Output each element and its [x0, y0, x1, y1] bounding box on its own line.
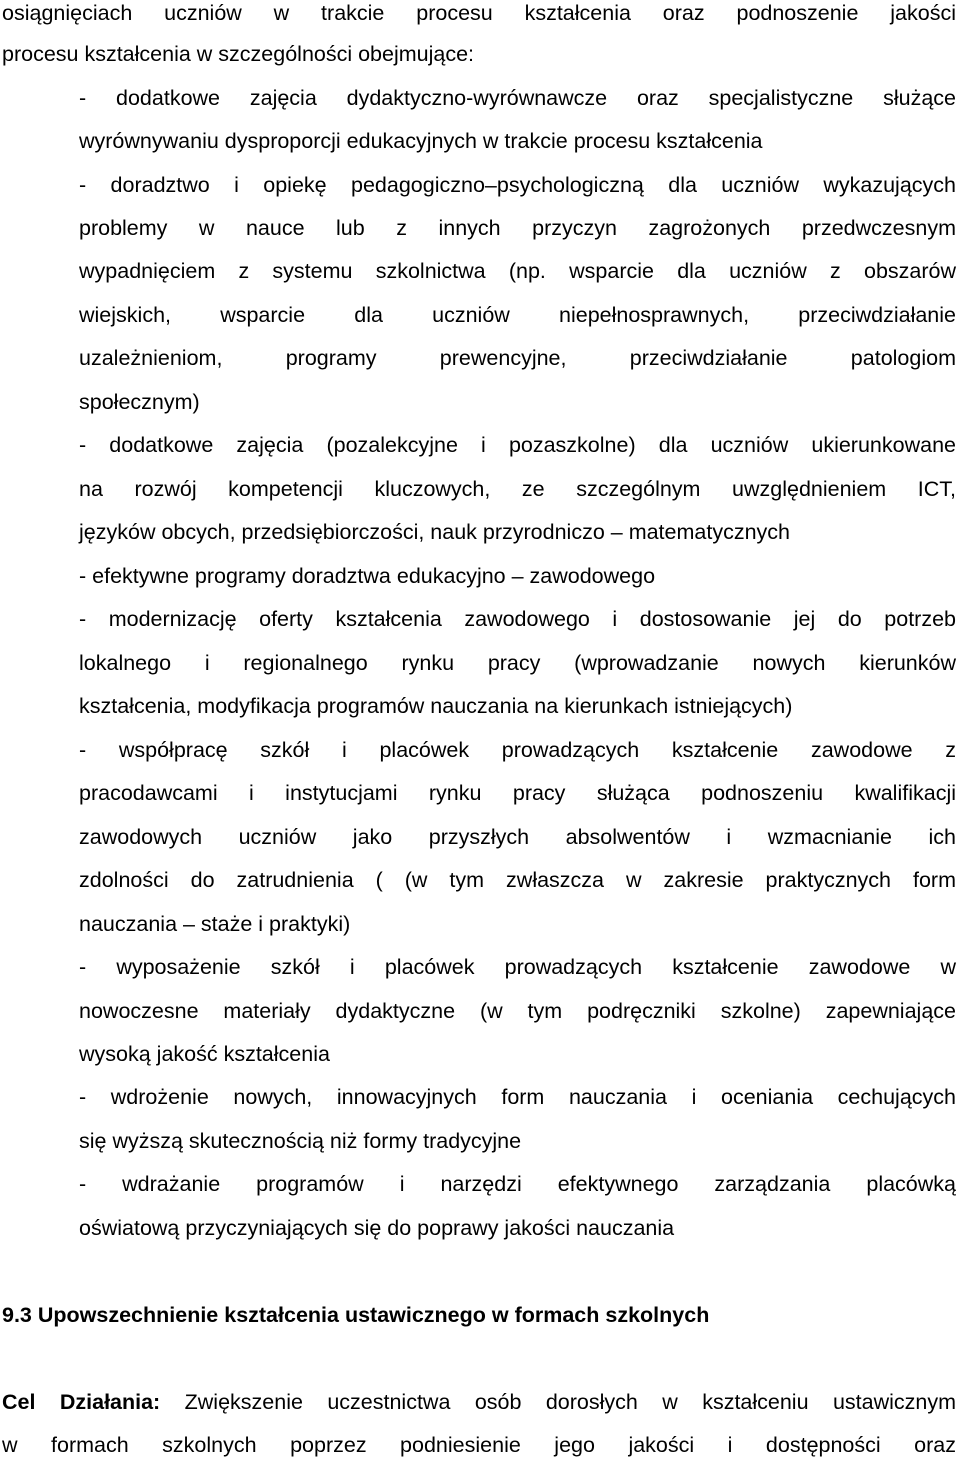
list-item-line: - efektywne programy doradztwa edukacyjno – zawodowego — [79, 564, 656, 588]
list-item-line: - dodatkowe zajęcia (pozalekcyjne i pozaszkolne) dla uczniów ukierunkowane — [79, 433, 956, 457]
list-item-line: - dodatkowe zajęcia dydaktyczno-wyrównawcze oraz specjalistyczne służące — [79, 86, 956, 110]
list-item-line: zawodowych uczniów jako przyszłych absolwentów i wzmacnianie ich — [79, 825, 956, 849]
list-item-line: problemy w nauce lub z innych przyczyn zagrożonych przedwczesnym — [79, 216, 956, 240]
list-item-line: nauczania – staże i praktyki) — [79, 912, 351, 936]
list-item-line: - modernizację oferty kształcenia zawodowego i dostosowanie jej do potrzeb — [79, 607, 956, 631]
section-heading: 9.3 Upowszechnienie kształcenia ustawicznego w formach szkolnych — [2, 1303, 710, 1327]
list-item-line: uzależnieniom, programy prewencyjne, przeciwdziałanie patologiom — [79, 346, 956, 370]
list-item-line: pracodawcami i instytucjami rynku pracy służąca podnoszeniu kwalifikacji — [79, 781, 956, 805]
list-item-line: - wdrożenie nowych, innowacyjnych form nauczania i oceniania cechujących — [79, 1085, 956, 1109]
list-item-line: - doradztwo i opiekę pedagogiczno–psychologiczną dla uczniów wykazujących — [79, 173, 956, 197]
goal-text: Zwiększenie uczestnictwa osób dorosłych w kształceniu ustawicznym — [160, 1390, 957, 1414]
list-item-line: na rozwój kompetencji kluczowych, ze szczególnym uwzględnieniem ICT, — [79, 477, 956, 501]
list-item-line: wyrównywaniu dysproporcji edukacyjnych w trakcie procesu kształcenia — [79, 129, 763, 153]
list-item-line: wiejskich, wsparcie dla uczniów niepełnosprawnych, przeciwdziałanie — [79, 303, 956, 327]
list-item-line: wypadnięciem z systemu szkolnictwa (np. wsparcie dla uczniów z obszarów — [79, 259, 956, 283]
goal-label: Cel Działania: — [2, 1390, 161, 1414]
list-item-line: - współpracę szkół i placówek prowadzących kształcenie zawodowe z — [79, 738, 956, 762]
list-item-line: nowoczesne materiały dydaktyczne (w tym podręczniki szkolne) zapewniające — [79, 999, 956, 1023]
list-item-line: zdolności do zatrudnienia ( (w tym zwłaszcza w zakresie praktycznych form — [79, 868, 956, 892]
goal-line-2: w formach szkolnych poprzez podniesienie jego jakości i dostępności oraz — [2, 1433, 956, 1457]
intro-line-1: osiągnięciach uczniów w trakcie procesu kształcenia oraz podnoszenie jakości — [2, 1, 956, 25]
list-item-line: - wdrażanie programów i narzędzi efektywnego zarządzania placówką — [79, 1172, 956, 1196]
list-item-line: języków obcych, przedsiębiorczości, nauk przyrodniczo – matematycznych — [79, 520, 790, 544]
intro-line-2: procesu kształcenia w szczególności obejmujące: — [2, 42, 475, 66]
list-item-line: - wyposażenie szkół i placówek prowadzących kształcenie zawodowe w — [79, 955, 956, 979]
list-item-line: społecznym) — [79, 390, 200, 414]
list-item-line: lokalnego i regionalnego rynku pracy (wprowadzanie nowych kierunków — [79, 651, 956, 675]
goal-line-1 — [2, 1389, 956, 1415]
list-item-line: kształcenia, modyfikacja programów nauczania na kierunkach istniejących) — [79, 694, 793, 718]
list-item-line: oświatową przyczyniających się do poprawy jakości nauczania — [79, 1216, 675, 1240]
list-item-line: się wyższą skutecznością niż formy tradycyjne — [79, 1129, 522, 1153]
list-item-line: wysoką jakość kształcenia — [79, 1042, 330, 1066]
